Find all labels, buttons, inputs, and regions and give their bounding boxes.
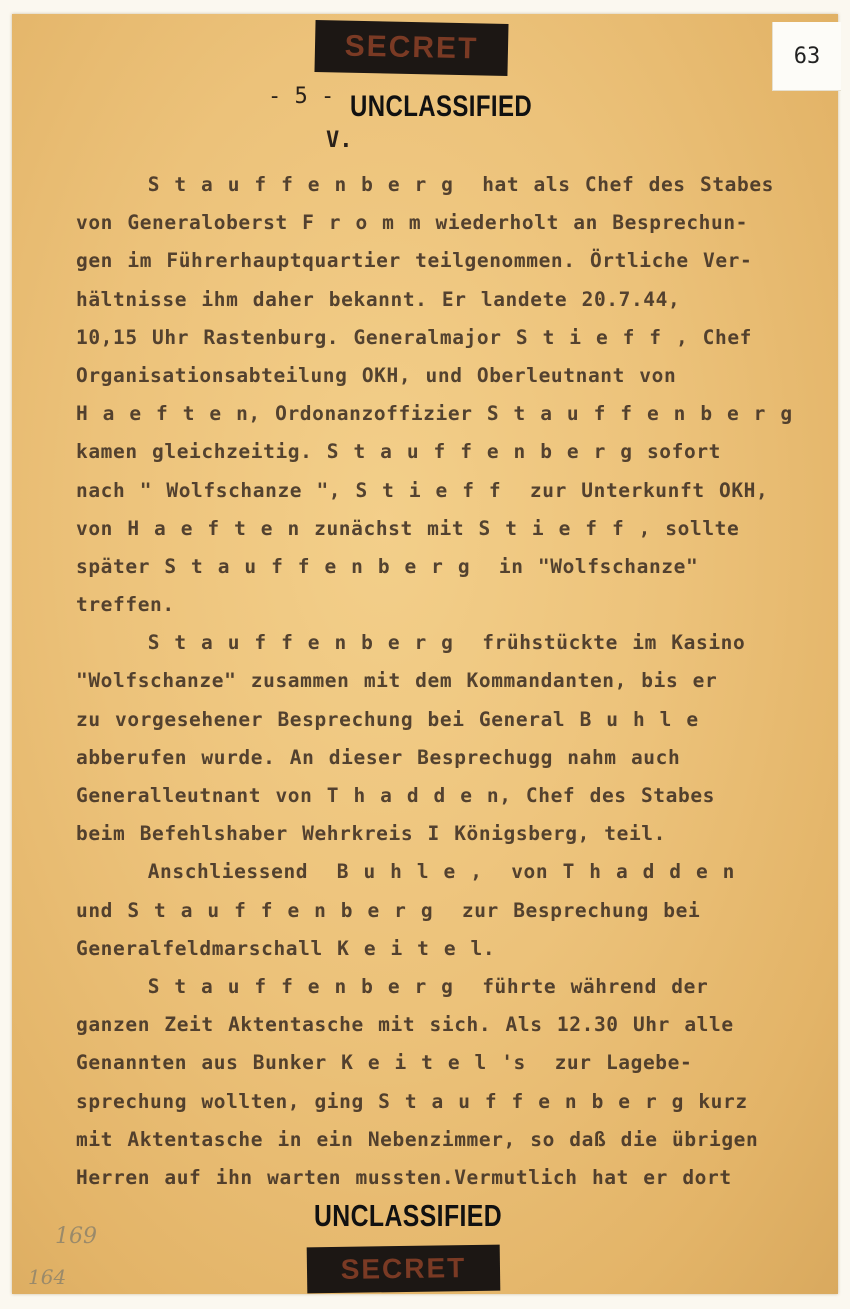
body-line: mit Aktentasche in ein Nebenzimmer, so daß die übrigen bbox=[76, 1127, 759, 1151]
unclassified-stamp-bottom: UNCLASSIFIED bbox=[314, 1198, 503, 1233]
body-line: Organisationsabteilung OKH, und Oberleutnant von bbox=[76, 363, 677, 387]
body-line: abberufen wurde. An dieser Besprechugg nahm auch bbox=[76, 745, 681, 769]
body-line: von H a e f t e n zunächst mit S t i e f f , sollte bbox=[76, 516, 740, 540]
body-line: von Generaloberst F r o m m wiederholt an Besprechun- bbox=[76, 211, 749, 235]
body-line: S t a u f f e n b e r g hat als Chef des Stabes bbox=[76, 173, 775, 196]
body-line: H a e f t e n, Ordonanzoffizier S t a u f f e n b e r g bbox=[76, 402, 793, 426]
body-line: zu vorgesehener Besprechung bei General B u h l e bbox=[76, 707, 699, 731]
body-line: 10,15 Uhr Rastenburg. Generalmajor S t i e f f , Chef bbox=[76, 325, 753, 349]
body-line: treffen. bbox=[76, 593, 175, 617]
body-line: gen im Führerhauptquartier teilgenommen. Örtliche Ver- bbox=[76, 249, 753, 273]
archive-number-handwritten: 169 bbox=[55, 1224, 97, 1249]
body-line: nach " Wolfschanze ", S t i e f f zur Unterkunft OKH, bbox=[76, 478, 769, 502]
body-line: Generalfeldmarschall K e i t e l. bbox=[76, 936, 496, 960]
body-line: ganzen Zeit Aktentasche mit sich. Als 12.30 Uhr alle bbox=[76, 1013, 734, 1037]
body-line: Herren auf ihn warten mussten.Vermutlich hat er dort bbox=[76, 1165, 732, 1189]
secret-stamp-bottom: SECRET bbox=[307, 1245, 501, 1294]
page-marker: - 5 - bbox=[268, 84, 335, 109]
body-line: kamen gleichzeitig. S t a u f f e n b e r g sofort bbox=[76, 440, 721, 464]
page-number-tab: 63 bbox=[772, 22, 841, 91]
body-line: später S t a u f f e n b e r g in "Wolfschanze" bbox=[76, 554, 699, 578]
secret-stamp-top: SECRET bbox=[314, 20, 508, 76]
body-line: hältnisse ihm daher bekannt. Er landete 20.7.44, bbox=[76, 287, 681, 311]
body-line: "Wolfschanze" zusammen mit dem Kommandanten, bis er bbox=[76, 669, 718, 693]
body-line: und S t a u f f e n b e r g zur Besprechung bei bbox=[76, 898, 701, 922]
body-line: Anschliessend B u h l e , von T h a d d e n bbox=[76, 860, 735, 884]
body-line: beim Befehlshaber Wehrkreis I Königsberg, teil. bbox=[76, 822, 666, 846]
body-line: Generalleutnant von T h a d d e n, Chef des Stabes bbox=[76, 784, 715, 807]
archive-number-handwritten-crossed: 164 bbox=[28, 1265, 67, 1289]
section-heading: V. bbox=[326, 128, 353, 153]
body-line: S t a u f f e n b e r g führte während der bbox=[76, 974, 709, 998]
unclassified-stamp-top: UNCLASSIFIED bbox=[350, 90, 533, 123]
body-line: sprechung wollten, ging S t a u f f e n b e r g kurz bbox=[76, 1089, 748, 1113]
typewritten-body bbox=[76, 166, 836, 1197]
body-line: Genannten aus Bunker K e i t e l 's zur Lagebe- bbox=[76, 1051, 693, 1075]
body-line: S t a u f f e n b e r g frühstückte im Kasino bbox=[76, 631, 746, 655]
